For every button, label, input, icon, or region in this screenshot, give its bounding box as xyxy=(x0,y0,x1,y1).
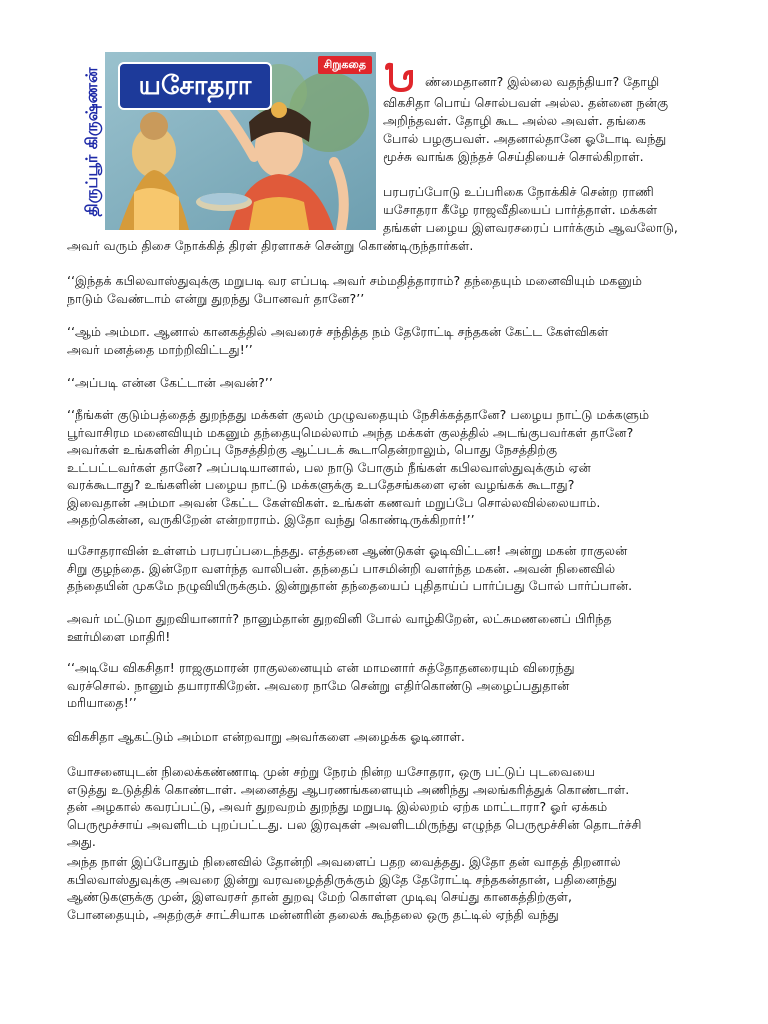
text-line: அது. xyxy=(67,834,96,849)
story-illustration xyxy=(79,52,376,230)
text-line: சிறு குழந்தை. இன்றோ வளர்ந்த வாலிபன். தந்தைப் பாசமின்றி வளர்ந்த மகன். அவன் நினைவில் xyxy=(67,560,616,576)
paragraph xyxy=(67,610,717,645)
text-line: உட்பட்டவர்கள் தானே? அப்படியானால், பல நாடு போகும் நீங்கள் கபிலவாஸ்துவுக்கும் ஏன் xyxy=(67,459,591,475)
text-line: பூர்வாசிரம மனைவியும் மகனும் தந்தையுமெல்லாம் அந்த மக்கள் குலத்தில் அடங்குபவர்கள் தானே? xyxy=(67,424,634,440)
paragraph xyxy=(67,323,717,358)
text-line: ஊர்மிளை மாதிரி! xyxy=(67,628,171,644)
text-line: அவர் மனத்தை மாற்றிவிட்டது!’’ xyxy=(67,341,253,357)
text-line: வரக்கூடாது? உங்களின் பழைய நாட்டு மக்களுக்கு உபதேசங்களை ஏன் வழங்கக் கூடாது? xyxy=(67,477,575,492)
text-line: ‘‘நீங்கள் குடும்பத்தைத் துறந்தது மக்கள் குலம் முழுவதையும் நேசிக்கத்தானே? பழைய நாட்டு மக்களும் xyxy=(67,407,650,422)
paragraph xyxy=(67,542,717,595)
text-line: வரச்சொல். நானும் தயாராகிறேன். அவரை நாமே சென்று எதிர்கொண்டு அழைப்பதுதான் xyxy=(67,677,570,693)
text-line: பரபரப்போடு உப்பரிகை நோக்கிச் சென்ற ராணி xyxy=(383,184,654,199)
text-line: விகசிதா பொய் சொல்பவள் அல்ல. தன்னை நன்கு xyxy=(383,95,669,110)
paragraph xyxy=(67,659,717,712)
text-line: ‘‘அடியே விகசிதா! ராஜகுமாரன் ராகுலனையும் என் மாமனார் சுத்தோதனரையும் விரைந்து xyxy=(67,660,575,675)
text-line: மூச்சு வாங்க இந்தச் செய்தியைச் சொல்கிறாள். xyxy=(383,149,644,164)
text-line: பெருமூச்சாய் அவளிடம் புறப்பட்டது. பல இரவுகள் அவளிடமிருந்து எழுந்த பெருமூச்சின் தொடர்ச்சி xyxy=(67,816,642,832)
text-line: ‘‘இந்தக் கபிலவாஸ்துவுக்கு மறுபடி வர எப்படி அவர் சம்மதித்தாராம்? தந்தையும் மனைவியும் மகனும் xyxy=(67,273,643,288)
text-line: அதற்கென்ன, வருகிறேன் என்றாராம். இதோ வந்து கொண்டிருக்கிறார்!’’ xyxy=(67,512,475,527)
paragraph xyxy=(67,763,717,851)
paragraph xyxy=(67,237,717,255)
paragraph xyxy=(67,406,717,529)
text-line: அறிந்தவள். தோழி கூட அல்ல அவள். தங்கை xyxy=(383,113,646,128)
text-line: தன் அழகால் கவரப்பட்டு, அவர் துறவறம் துறந்து மறுபடி இல்லறம் ஏற்க மாட்டாரா? ஓர் ஏக்கம் xyxy=(67,799,608,814)
text-line: யசோதரா கீழே ராஜவீதியைப் பார்த்தாள். மக்கள் xyxy=(383,202,658,217)
story-type-badge: சிறுகதை xyxy=(318,56,372,74)
story-title: யசோதரா xyxy=(118,62,272,110)
paragraph xyxy=(67,272,717,307)
author-name: திருப்பூர் கிருஷ்ணன் xyxy=(82,67,101,217)
text-line: யோசனையுடன் நிலைக்கண்ணாடி முன் சற்று நேரம் நின்ற யசோதரா, ஒரு பட்டுப் புடவையை xyxy=(67,764,596,779)
text-line: போனதையும், அதற்குச் சாட்சியாக மன்னரின் தலைக் கூந்தலை ஒரு தட்டில் ஏந்தி வந்து xyxy=(67,906,559,922)
text-line: தங்கள் பழைய இளவரசரைப் பார்க்கும் ஆவலோடு, xyxy=(383,220,678,235)
text-line: எடுத்து உடுத்திக் கொண்டாள். அனைத்து ஆபரணங்களையும் அணிந்து அலங்கரித்துக் கொண்டாள். xyxy=(67,781,630,797)
text-line: நாடும் வேண்டாம் என்று துறந்து போனவர் தானே?’’ xyxy=(67,290,365,306)
text-line: விகசிதா ஆகட்டும் அம்மா என்றவாறு அவர்களை அழைக்க ஓடினாள். xyxy=(67,729,465,744)
dropcap-letter xyxy=(383,62,423,98)
text-line: போல் பழகுபவள். அதனால்தானே ஓடோடி வந்து xyxy=(383,131,667,146)
text-line: மரியாதை!’’ xyxy=(67,695,137,710)
text-line: அந்த நாள் இப்போதும் நினைவில் தோன்றி அவளைப் பதற வைத்தது. இதோ தன் வாதத் திறனால் xyxy=(67,854,621,869)
text-line: ‘‘அப்படி என்ன கேட்டான் அவன்?’’ xyxy=(67,375,273,390)
paragraph xyxy=(67,853,717,923)
text-line: அவர் மட்டுமா துறவியானார்? நானும்தான் துறவினி போல் வாழ்கிறேன், லட்சுமணனைப் பிரிந்த xyxy=(67,611,612,626)
text-line: இவைதான் அம்மா அவன் கேட்ட கேள்விகள். உங்கள் கணவர் மறுப்பே சொல்லவில்லையாம். xyxy=(67,494,601,510)
paragraph xyxy=(67,728,717,746)
text-line: கபிலவாஸ்துவுக்கு அவரை இன்று வரவழைத்திருக்கும் இதே தேரோட்டி சந்தகன்தான், பதினைந்து xyxy=(67,871,617,887)
opening-line: ண்மைதானா? இல்லை வதந்தியா? தோழி xyxy=(425,74,660,89)
text-line: யசோதராவின் உள்ளம் பரபரப்படைந்தது. எத்தனை ஆண்டுகள் ஓடிவிட்டன! அன்று மகன் ராகுலன் xyxy=(67,543,628,558)
author-strip xyxy=(79,52,105,230)
text-line: அவர் வரும் திசை நோக்கித் திரள் திரளாகச் சென்று கொண்டிருந்தார்கள். xyxy=(67,238,474,253)
text-line: அவர்கள் உங்களின் சிறப்பு நேசத்திற்கு ஆட்படக் கூடாதென்றாலும், பொது நேசத்திற்கு xyxy=(67,442,558,457)
side-paragraph xyxy=(383,183,713,237)
intro-paragraph xyxy=(383,94,713,166)
text-line: தந்தையின் முகமே நழுவியிருக்கும். இன்றுதான் தந்தையைப் புதிதாய்ப் பார்ப்பது போல் பார்ப்பான். xyxy=(67,578,633,593)
text-line: ஆண்டுகளுக்கு முன், இளவரசர் தான் துறவு மேற் கொள்ள முடிவு செய்து கானகத்திற்குள், xyxy=(67,889,573,904)
paragraph xyxy=(67,374,717,392)
text-line: ‘‘ஆம் அம்மா. ஆனால் கானகத்தில் அவரைச் சந்தித்த நம் தேரோட்டி சந்தகன் கேட்ட கேள்விகள் xyxy=(67,324,609,339)
